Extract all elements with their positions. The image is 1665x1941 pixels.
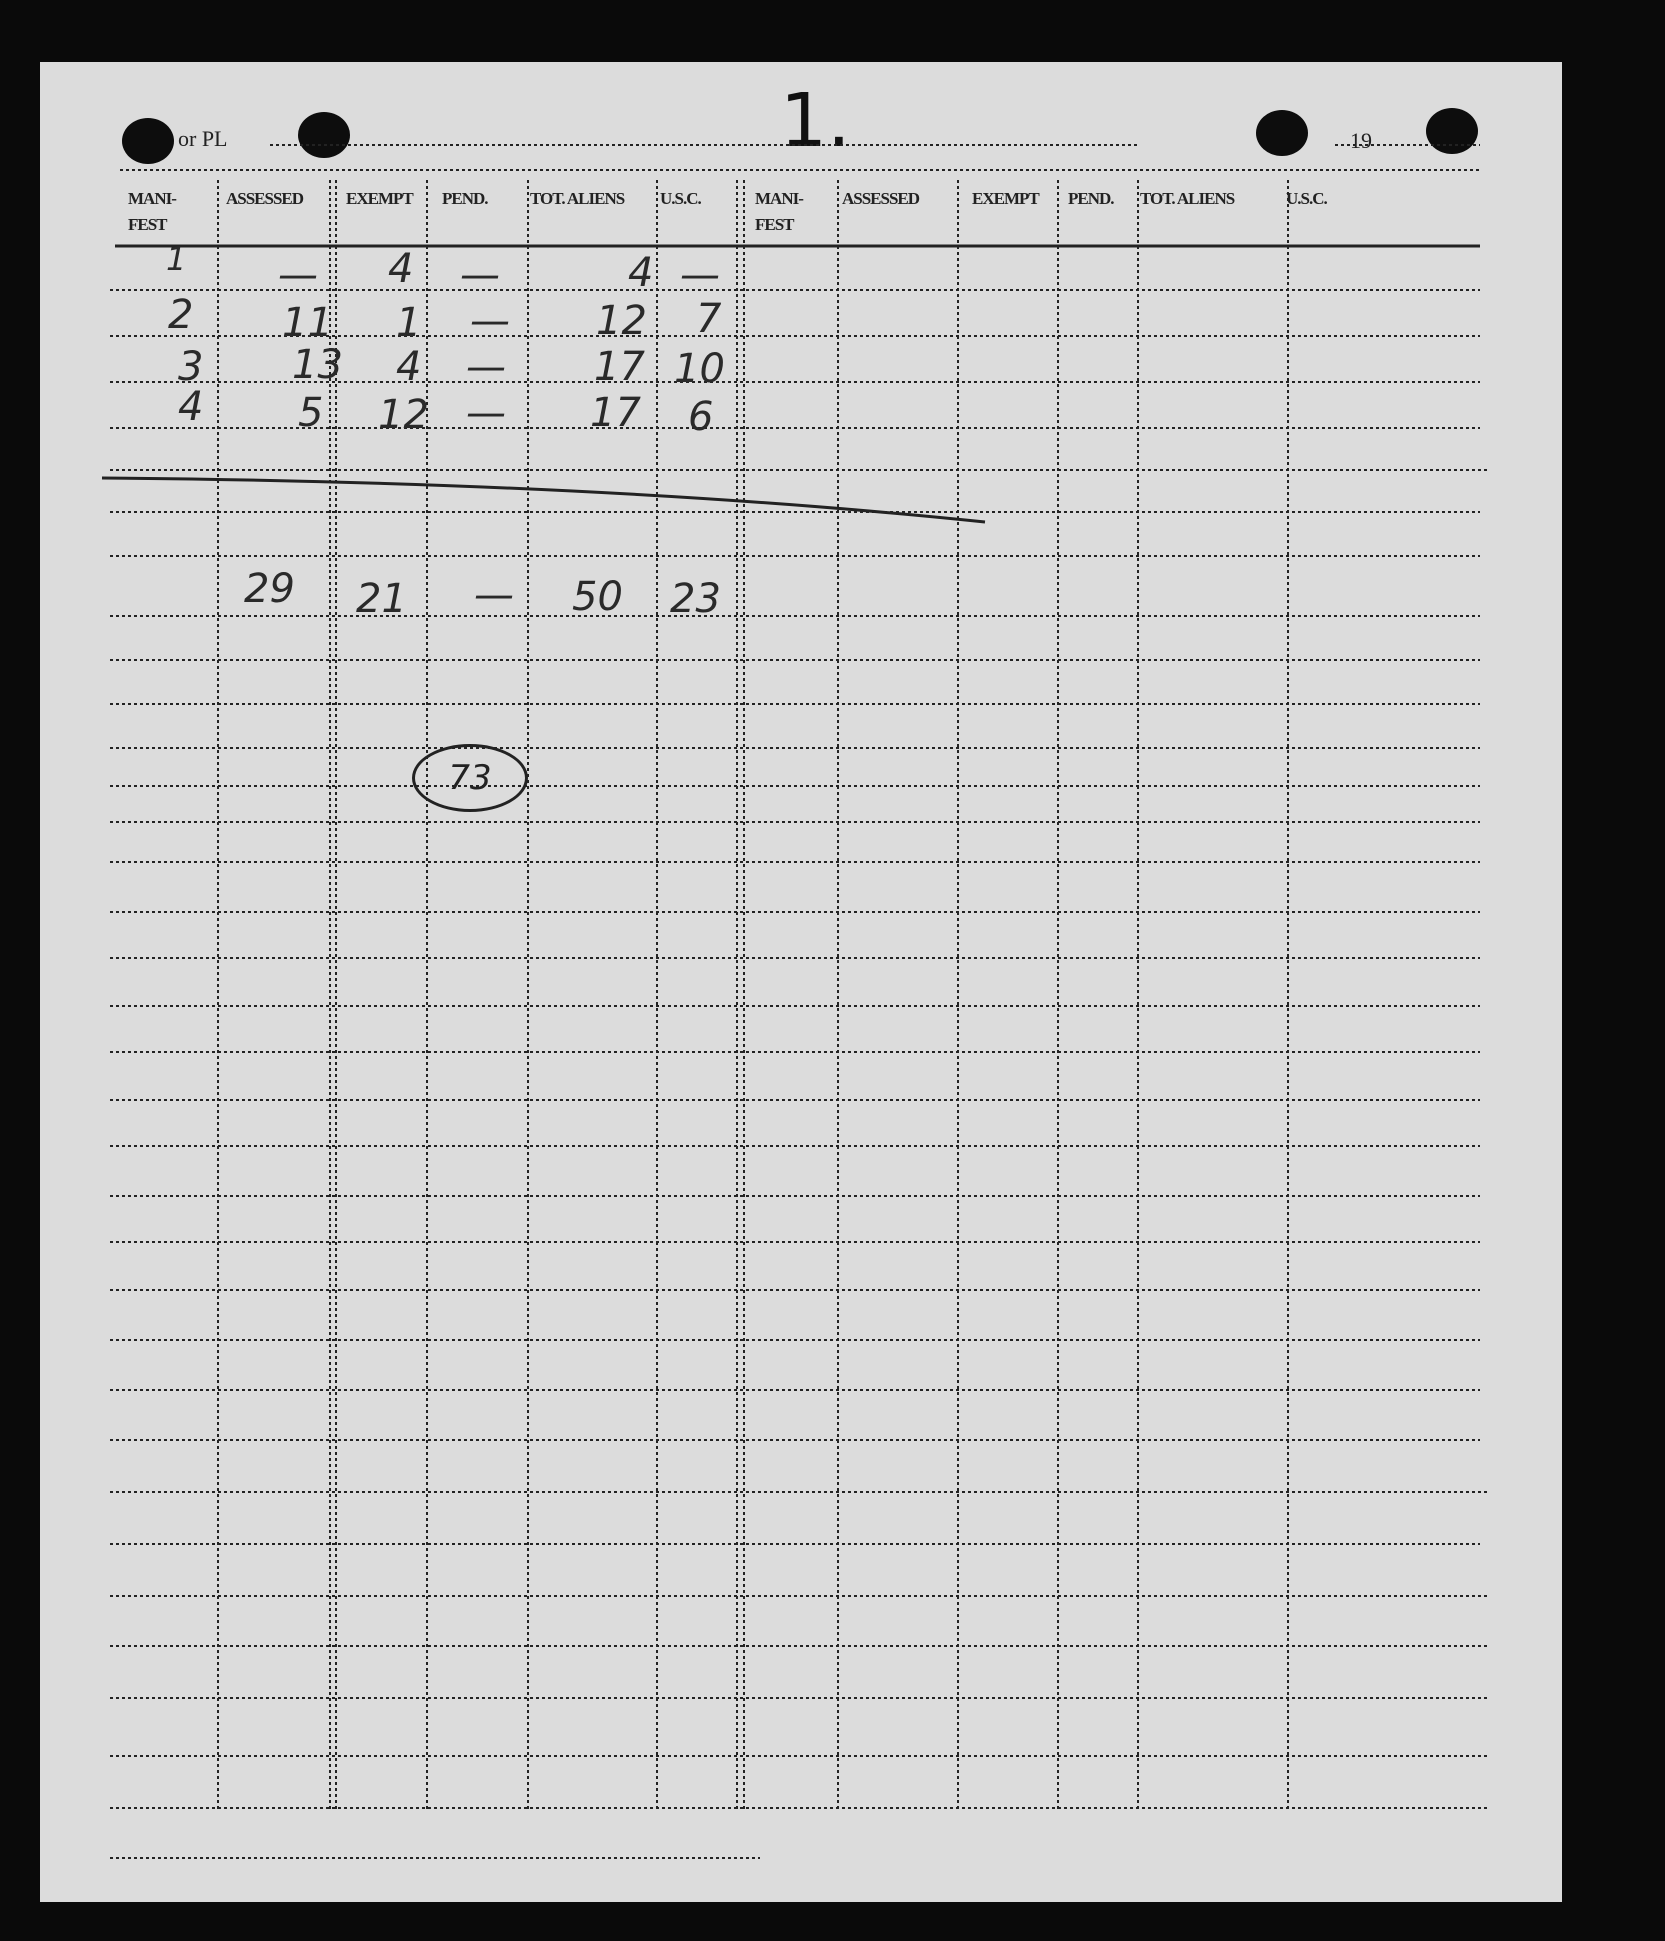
col-header-tot-aliens-left: TOT. ALIENS bbox=[530, 189, 625, 208]
cell-usc: 7 bbox=[696, 296, 722, 342]
cell-tot-aliens: 4 bbox=[628, 250, 654, 296]
page-number: 1. bbox=[780, 78, 851, 164]
cell-assessed: — bbox=[278, 252, 318, 298]
col-header-pend-right: PEND. bbox=[1068, 189, 1114, 208]
cell-exempt: 4 bbox=[396, 344, 422, 390]
col-header-usc-left: U.S.C. bbox=[660, 189, 701, 208]
header-year-prefix: 19 bbox=[1350, 128, 1372, 153]
col-header-pend-left: PEND. bbox=[442, 189, 488, 208]
cell-tot-aliens: 12 bbox=[596, 298, 647, 344]
cell-pend: — bbox=[470, 298, 510, 344]
cell-usc: 6 bbox=[688, 394, 714, 440]
col-header-tot-aliens-right: TOT. ALIENS bbox=[1140, 189, 1235, 208]
col-header-exempt-right: EXEMPT bbox=[972, 189, 1039, 208]
circled-total: 73 bbox=[412, 744, 528, 812]
total-assessed: 29 bbox=[244, 566, 295, 612]
col-header-manifest-left: MANI- FEST bbox=[128, 189, 176, 234]
cell-manifest: 1 bbox=[166, 240, 187, 278]
total-tot-aliens: 50 bbox=[572, 574, 623, 620]
cell-manifest: 2 bbox=[168, 292, 194, 338]
col-header-assessed-right: ASSESSED bbox=[842, 189, 920, 208]
cell-tot-aliens: 17 bbox=[590, 390, 641, 436]
total-exempt: 21 bbox=[356, 576, 407, 622]
cell-manifest: 3 bbox=[178, 344, 204, 390]
cell-assessed: 13 bbox=[292, 342, 343, 388]
col-header-exempt-left: EXEMPT bbox=[346, 189, 413, 208]
cell-tot-aliens: 17 bbox=[594, 344, 645, 390]
cell-pend: — bbox=[466, 390, 506, 436]
cell-exempt: 4 bbox=[388, 246, 414, 292]
col-header-manifest-right: MANI- FEST bbox=[755, 189, 803, 234]
cell-assessed: 11 bbox=[282, 300, 333, 346]
total-usc: 23 bbox=[670, 576, 721, 622]
header-prefix: or PL bbox=[178, 126, 228, 151]
col-header-assessed-left: ASSESSED bbox=[226, 189, 304, 208]
cell-exempt: 12 bbox=[378, 392, 429, 438]
cell-manifest: 4 bbox=[178, 384, 204, 430]
col-header-usc-right: U.S.C. bbox=[1286, 189, 1327, 208]
cell-pend: — bbox=[460, 252, 500, 298]
cell-exempt: 1 bbox=[396, 300, 422, 346]
cell-usc: 10 bbox=[674, 346, 725, 392]
cell-usc: — bbox=[680, 252, 720, 298]
total-pend: — bbox=[474, 572, 514, 618]
cell-assessed: 5 bbox=[298, 390, 324, 436]
cell-pend: — bbox=[466, 344, 506, 390]
